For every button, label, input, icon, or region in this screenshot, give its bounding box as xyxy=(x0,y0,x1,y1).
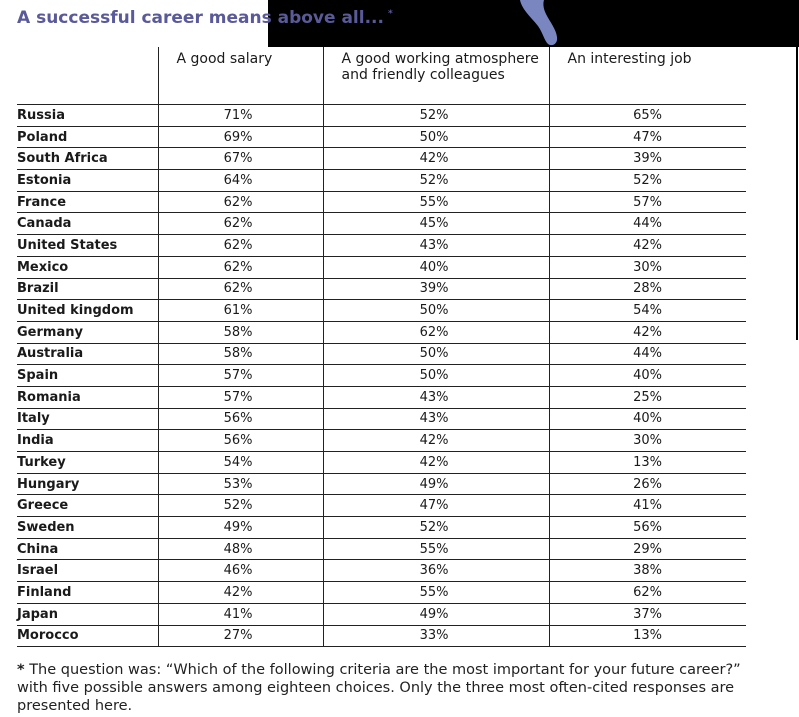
atmosphere-value: 47% xyxy=(323,495,549,517)
table-row xyxy=(17,625,746,647)
salary-value: 62% xyxy=(158,256,323,278)
atmosphere-value: 52% xyxy=(323,170,549,192)
atmosphere-value: 50% xyxy=(323,126,549,148)
results-table xyxy=(17,47,746,647)
salary-value: 62% xyxy=(158,278,323,300)
salary-value: 53% xyxy=(158,473,323,495)
table-row xyxy=(17,278,746,300)
interesting-job-value: 40% xyxy=(549,365,746,387)
country-cell: Greece xyxy=(17,495,158,517)
header-atmosphere: A good working atmosphere and friendly colleagues xyxy=(323,47,549,105)
country-cell: Hungary xyxy=(17,473,158,495)
interesting-job-value: 54% xyxy=(549,300,746,322)
interesting-job-value: 62% xyxy=(549,582,746,604)
table-row xyxy=(17,386,746,408)
country-cell: Romania xyxy=(17,386,158,408)
country-cell: Israel xyxy=(17,560,158,582)
interesting-job-value: 57% xyxy=(549,191,746,213)
table-row xyxy=(17,126,746,148)
atmosphere-value: 43% xyxy=(323,408,549,430)
country-cell: United States xyxy=(17,235,158,257)
header-salary: A good salary xyxy=(158,47,323,105)
country-cell: Poland xyxy=(17,126,158,148)
interesting-job-value: 39% xyxy=(549,148,746,170)
interesting-job-value: 65% xyxy=(549,105,746,127)
blue-blob-graphic xyxy=(510,0,570,47)
atmosphere-value: 55% xyxy=(323,538,549,560)
salary-value: 49% xyxy=(158,517,323,539)
atmosphere-value: 36% xyxy=(323,560,549,582)
country-cell: Finland xyxy=(17,582,158,604)
interesting-job-value: 44% xyxy=(549,213,746,235)
interesting-job-value: 26% xyxy=(549,473,746,495)
salary-value: 58% xyxy=(158,321,323,343)
salary-value: 62% xyxy=(158,213,323,235)
table-row xyxy=(17,603,746,625)
atmosphere-value: 33% xyxy=(323,625,549,647)
country-cell: Sweden xyxy=(17,517,158,539)
salary-value: 27% xyxy=(158,625,323,647)
country-cell: South Africa xyxy=(17,148,158,170)
atmosphere-value: 42% xyxy=(323,452,549,474)
salary-value: 58% xyxy=(158,343,323,365)
table-row xyxy=(17,148,746,170)
atmosphere-value: 45% xyxy=(323,213,549,235)
title-footnote-mark: * xyxy=(387,9,393,20)
table-row xyxy=(17,560,746,582)
salary-value: 56% xyxy=(158,430,323,452)
country-cell: Mexico xyxy=(17,256,158,278)
atmosphere-value: 55% xyxy=(323,191,549,213)
atmosphere-value: 62% xyxy=(323,321,549,343)
table-row xyxy=(17,256,746,278)
table-row xyxy=(17,300,746,322)
salary-value: 61% xyxy=(158,300,323,322)
salary-value: 48% xyxy=(158,538,323,560)
salary-value: 62% xyxy=(158,235,323,257)
table-row xyxy=(17,495,746,517)
table-row xyxy=(17,452,746,474)
country-cell: Turkey xyxy=(17,452,158,474)
atmosphere-value: 43% xyxy=(323,235,549,257)
table-row xyxy=(17,170,746,192)
footnote-text: The question was: “Which of the following criteria are the most important for your future career?” with five possible answers among eighteen choices. Only the three most often-cited responses are presented here. xyxy=(17,662,741,714)
interesting-job-value: 47% xyxy=(549,126,746,148)
salary-value: 57% xyxy=(158,365,323,387)
interesting-job-value: 30% xyxy=(549,430,746,452)
salary-value: 46% xyxy=(158,560,323,582)
chart-title xyxy=(17,8,393,28)
country-cell: Estonia xyxy=(17,170,158,192)
table-row xyxy=(17,235,746,257)
interesting-job-value: 56% xyxy=(549,517,746,539)
salary-value: 56% xyxy=(158,408,323,430)
atmosphere-value: 49% xyxy=(323,473,549,495)
header-row xyxy=(17,47,746,105)
salary-value: 67% xyxy=(158,148,323,170)
interesting-job-value: 13% xyxy=(549,452,746,474)
title-text: A successful career means above all... xyxy=(17,8,384,28)
country-cell: Morocco xyxy=(17,625,158,647)
country-cell: Italy xyxy=(17,408,158,430)
interesting-job-value: 37% xyxy=(549,603,746,625)
country-cell: Canada xyxy=(17,213,158,235)
country-cell: France xyxy=(17,191,158,213)
footnote-star: * xyxy=(17,662,25,678)
country-cell: Japan xyxy=(17,603,158,625)
country-cell: United kingdom xyxy=(17,300,158,322)
interesting-job-value: 40% xyxy=(549,408,746,430)
salary-value: 52% xyxy=(158,495,323,517)
table-body xyxy=(17,105,746,647)
interesting-job-value: 44% xyxy=(549,343,746,365)
country-cell: India xyxy=(17,430,158,452)
interesting-job-value: 42% xyxy=(549,235,746,257)
table-row xyxy=(17,473,746,495)
interesting-job-value: 52% xyxy=(549,170,746,192)
table-row xyxy=(17,321,746,343)
salary-value: 69% xyxy=(158,126,323,148)
table-row xyxy=(17,105,746,127)
atmosphere-value: 40% xyxy=(323,256,549,278)
country-cell: Russia xyxy=(17,105,158,127)
atmosphere-value: 50% xyxy=(323,343,549,365)
country-cell: Brazil xyxy=(17,278,158,300)
interesting-job-value: 41% xyxy=(549,495,746,517)
atmosphere-value: 50% xyxy=(323,300,549,322)
table-row xyxy=(17,213,746,235)
salary-value: 42% xyxy=(158,582,323,604)
salary-value: 41% xyxy=(158,603,323,625)
table-row xyxy=(17,430,746,452)
atmosphere-value: 39% xyxy=(323,278,549,300)
salary-value: 71% xyxy=(158,105,323,127)
atmosphere-value: 52% xyxy=(323,105,549,127)
interesting-job-value: 42% xyxy=(549,321,746,343)
country-cell: China xyxy=(17,538,158,560)
atmosphere-value: 50% xyxy=(323,365,549,387)
salary-value: 62% xyxy=(158,191,323,213)
table-row xyxy=(17,538,746,560)
right-edge-line xyxy=(796,47,798,340)
atmosphere-value: 55% xyxy=(323,582,549,604)
interesting-job-value: 30% xyxy=(549,256,746,278)
atmosphere-value: 42% xyxy=(323,148,549,170)
table-row xyxy=(17,517,746,539)
interesting-job-value: 29% xyxy=(549,538,746,560)
header-interesting-job: An interesting job xyxy=(549,47,746,105)
country-cell: Australia xyxy=(17,343,158,365)
salary-value: 54% xyxy=(158,452,323,474)
footnote xyxy=(17,661,757,715)
salary-value: 57% xyxy=(158,386,323,408)
table-row xyxy=(17,191,746,213)
interesting-job-value: 38% xyxy=(549,560,746,582)
atmosphere-value: 49% xyxy=(323,603,549,625)
table-row xyxy=(17,343,746,365)
salary-value: 64% xyxy=(158,170,323,192)
header-country xyxy=(17,47,158,105)
interesting-job-value: 13% xyxy=(549,625,746,647)
country-cell: Spain xyxy=(17,365,158,387)
atmosphere-value: 43% xyxy=(323,386,549,408)
atmosphere-value: 52% xyxy=(323,517,549,539)
table-row xyxy=(17,582,746,604)
country-cell: Germany xyxy=(17,321,158,343)
interesting-job-value: 28% xyxy=(549,278,746,300)
table-row xyxy=(17,365,746,387)
atmosphere-value: 42% xyxy=(323,430,549,452)
table-row xyxy=(17,408,746,430)
interesting-job-value: 25% xyxy=(549,386,746,408)
